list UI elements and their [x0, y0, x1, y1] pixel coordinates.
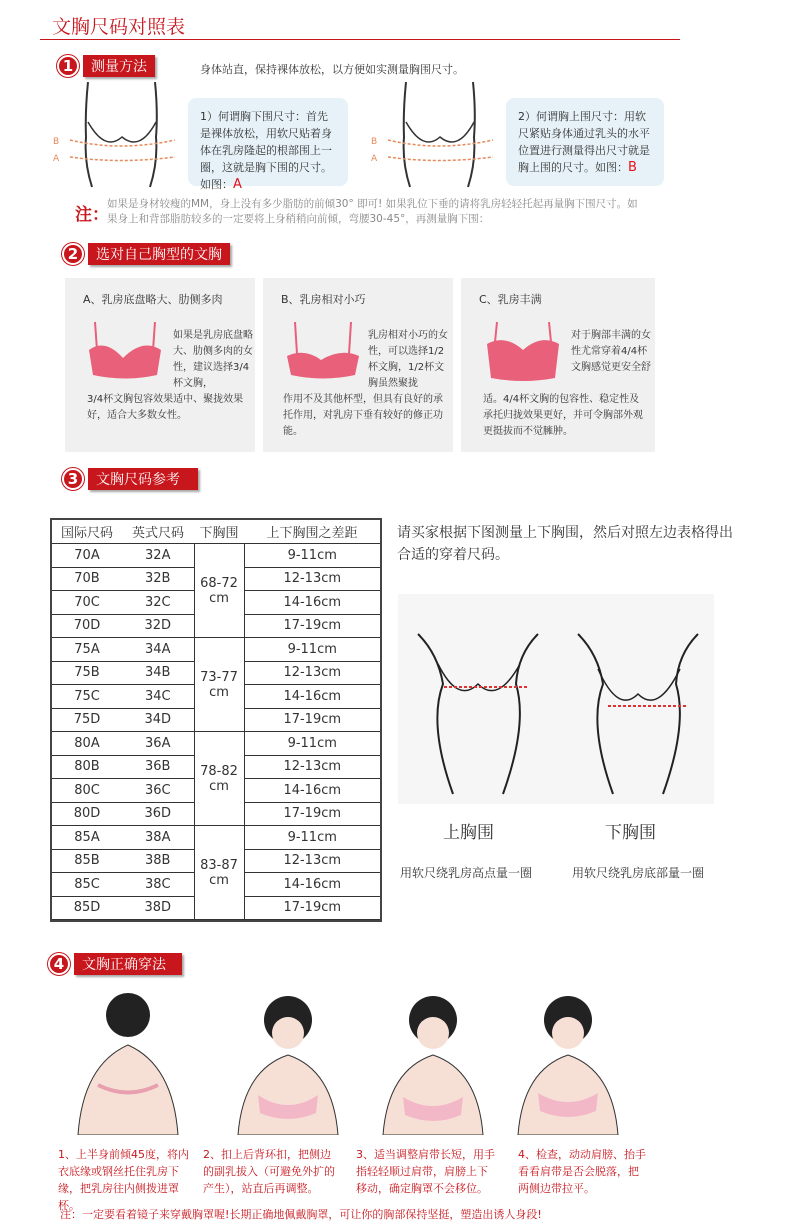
table-cell: 38C	[122, 873, 194, 897]
table-cell: 12-13cm	[244, 567, 380, 591]
figure-step-1	[78, 993, 178, 1135]
shape-card-c	[461, 278, 655, 452]
table-cell: 14-16cm	[244, 591, 380, 615]
shape-title: C、乳房丰满	[479, 293, 542, 306]
table-cell: 75C	[52, 685, 122, 709]
table-cell: 34C	[122, 685, 194, 709]
table-cell: 80B	[52, 755, 122, 779]
column-header: 上下胸围之差距	[244, 520, 380, 544]
table-cell: 32B	[122, 567, 194, 591]
table-cell: 9-11cm	[244, 732, 380, 756]
upper-bust-desc: 用软尺绕乳房高点量一圈	[400, 866, 533, 880]
table-cell: 32C	[122, 591, 194, 615]
table-row	[52, 544, 380, 568]
under-bust-range: 68-72 cm	[194, 544, 244, 638]
table-cell: 12-13cm	[244, 849, 380, 873]
shape-card-a	[65, 278, 255, 452]
table-cell: 75B	[52, 661, 122, 685]
table-header-row	[52, 520, 380, 544]
table-cell: 34D	[122, 708, 194, 732]
footer-text: 一定要看着镜子来穿戴胸罩喔!长期正确地佩戴胸罩，可让你的胸部保持坚挺，塑造出诱人身段!	[82, 1208, 542, 1221]
size-table	[50, 518, 382, 922]
footer-label: 注：	[60, 1208, 82, 1221]
note-label: 注：	[75, 205, 109, 225]
bubble-b-mark: B	[628, 160, 637, 175]
step-2-text: 2、扣上后背环扣，把侧边的副乳拔入（可避免外扩的产生），站直后再调整。	[203, 1148, 335, 1195]
figure-step-4	[518, 996, 618, 1135]
under-bust-label: 下胸围	[605, 823, 656, 843]
section-number: 2	[62, 243, 84, 265]
table-cell: 85A	[52, 826, 122, 850]
bra-3-4-cup-icon	[85, 320, 165, 382]
shape-title: B、乳房相对小巧	[281, 293, 366, 306]
table-cell: 80D	[52, 802, 122, 826]
table-cell: 70B	[52, 567, 122, 591]
shape-bottom-text: 3/4杯文胸包容效果适中、聚拢效果好，适合大多数女性。	[87, 394, 244, 421]
section-2-header	[62, 243, 230, 265]
step-1-text: 1、上半身前倾45度，将内衣底缘或钢丝托住乳房下缘，把乳房往内侧拨进罩杯。	[58, 1148, 189, 1212]
section-label: 文胸尺码参考	[88, 468, 198, 490]
measure-figure-panel	[398, 594, 714, 804]
section-1-header	[57, 55, 155, 77]
table-cell: 17-19cm	[244, 896, 380, 920]
shape-side-text: 乳房相对小巧的女性，可以选择1/2杯文胸，1/2杯文胸虽然聚拢	[368, 330, 448, 389]
bra-1-2-cup-icon	[283, 320, 363, 382]
table-cell: 36A	[122, 732, 194, 756]
column-header: 国际尺码	[52, 520, 122, 544]
table-cell: 32D	[122, 614, 194, 638]
section-number: 4	[48, 953, 70, 975]
table-cell: 36B	[122, 755, 194, 779]
shape-card-b	[263, 278, 453, 452]
table-cell: 85B	[52, 849, 122, 873]
bra-4-4-cup-icon	[483, 320, 563, 382]
section-4-header	[48, 953, 182, 975]
measure-bubble-b	[506, 98, 664, 186]
label-a: A	[53, 154, 60, 164]
table-cell: 70D	[52, 614, 122, 638]
table-cell: 36D	[122, 802, 194, 826]
table-cell: 17-19cm	[244, 614, 380, 638]
bubble-a-mark: A	[233, 177, 242, 192]
shape-bottom-text: 适。4/4杯文胸的包容性、稳定性及承托归拢效果更好，并可令胸部外观更挺拔而不觉臃肿。	[483, 394, 643, 437]
measure-intro: 身体站直，保持裸体放松，以方便如实测量胸围尺寸。	[200, 63, 464, 76]
table-cell: 85C	[52, 873, 122, 897]
table-cell: 9-11cm	[244, 544, 380, 568]
table-cell: 34B	[122, 661, 194, 685]
table-cell: 38A	[122, 826, 194, 850]
label-b: B	[53, 137, 60, 147]
table-cell: 34A	[122, 638, 194, 662]
table-cell: 9-11cm	[244, 826, 380, 850]
table-cell: 12-13cm	[244, 755, 380, 779]
section-label: 选对自己胸型的文胸	[88, 243, 230, 265]
section-label: 文胸正确穿法	[74, 953, 182, 975]
table-cell: 9-11cm	[244, 638, 380, 662]
table-cell: 70A	[52, 544, 122, 568]
under-bust-range: 78-82 cm	[194, 732, 244, 826]
page-title: 文胸尺码对照表	[52, 16, 186, 38]
footer-note	[60, 1206, 542, 1222]
under-bust-desc: 用软尺绕乳房底部量一圈	[572, 866, 705, 880]
step-4-text: 4、检查，动动肩膀、抬手看看肩带是否会脱落，把两侧边带拉平。	[518, 1148, 646, 1195]
bubble-a-text: 1）何谓胸下围尺寸：首先是裸体放松，用软尺贴着身体在乳房隆起的根部围上一圈，这就是胸下围的尺寸。如图：	[200, 110, 332, 191]
torso-illustration-a	[50, 82, 190, 192]
upper-bust-label: 上胸围	[443, 823, 494, 843]
step-3-text: 3、适当调整肩带长短，用手指轻轻顺过肩带，肩膀上下移动，确定胸罩不会移位。	[356, 1148, 495, 1195]
shape-side-text: 如果是乳房底盘略大、肋侧多肉的女性，建议选择3/4杯文胸，	[173, 330, 253, 389]
measure-note: 如果是身材较瘦的MM，身上没有多少脂肪的前倾30° 即可! 如果乳位下垂的请将乳房轻轻托起再量胸下围尺寸。如果身上和背部脂肪较多的一定要将上身稍稍向前倾，弯腰30-45°，再测量胸下围：	[107, 198, 638, 225]
column-header: 英式尺码	[122, 520, 194, 544]
table-cell: 14-16cm	[244, 779, 380, 803]
figure-step-3	[383, 996, 483, 1135]
label-a: A	[371, 154, 378, 164]
label-b: B	[371, 137, 378, 147]
table-cell: 75D	[52, 708, 122, 732]
measure-bubble-a	[188, 98, 348, 192]
table-row	[52, 732, 380, 756]
bubble-b-text: 2）何谓胸上围尺寸：用软尺紧贴身体通过乳头的水平位置进行测量得出尺寸就是胸上围的尺寸。如图：	[518, 110, 650, 174]
shape-title: A、乳房底盘略大、肋侧多肉	[83, 293, 223, 306]
torso-illustration-b	[368, 82, 508, 192]
shape-bottom-text: 作用不及其他杯型，但具有良好的承托作用，对乳房下垂有较好的修正功能。	[283, 394, 443, 437]
table-cell: 70C	[52, 591, 122, 615]
under-bust-range: 83-87 cm	[194, 826, 244, 920]
section-label: 测量方法	[83, 55, 155, 77]
table-cell: 12-13cm	[244, 661, 380, 685]
under-bust-range: 73-77 cm	[194, 638, 244, 732]
section-number: 3	[62, 468, 84, 490]
table-cell: 38D	[122, 896, 194, 920]
table-cell: 17-19cm	[244, 708, 380, 732]
section-number: 1	[57, 55, 79, 77]
section-3-header	[62, 468, 198, 490]
table-row	[52, 638, 380, 662]
table-row	[52, 826, 380, 850]
table-cell: 14-16cm	[244, 873, 380, 897]
table-cell: 36C	[122, 779, 194, 803]
figure-step-2	[238, 996, 338, 1135]
table-cell: 80A	[52, 732, 122, 756]
wearing-steps-illustrations	[58, 985, 688, 1135]
body-outline-illustration	[398, 594, 714, 804]
table-cell: 17-19cm	[244, 802, 380, 826]
table-cell: 75A	[52, 638, 122, 662]
shape-side-text: 对于胸部丰满的女性尤常穿着4/4杯文胸感觉更安全舒	[571, 330, 651, 373]
table-cell: 14-16cm	[244, 685, 380, 709]
table-cell: 80C	[52, 779, 122, 803]
title-divider	[40, 39, 680, 40]
table-cell: 38B	[122, 849, 194, 873]
table-cell: 85D	[52, 896, 122, 920]
table-cell: 32A	[122, 544, 194, 568]
column-header: 下胸围	[194, 520, 244, 544]
measure-instruction: 请买家根据下图测量上下胸围，然后对照左边表格得出合适的穿着尺码。	[397, 525, 733, 563]
